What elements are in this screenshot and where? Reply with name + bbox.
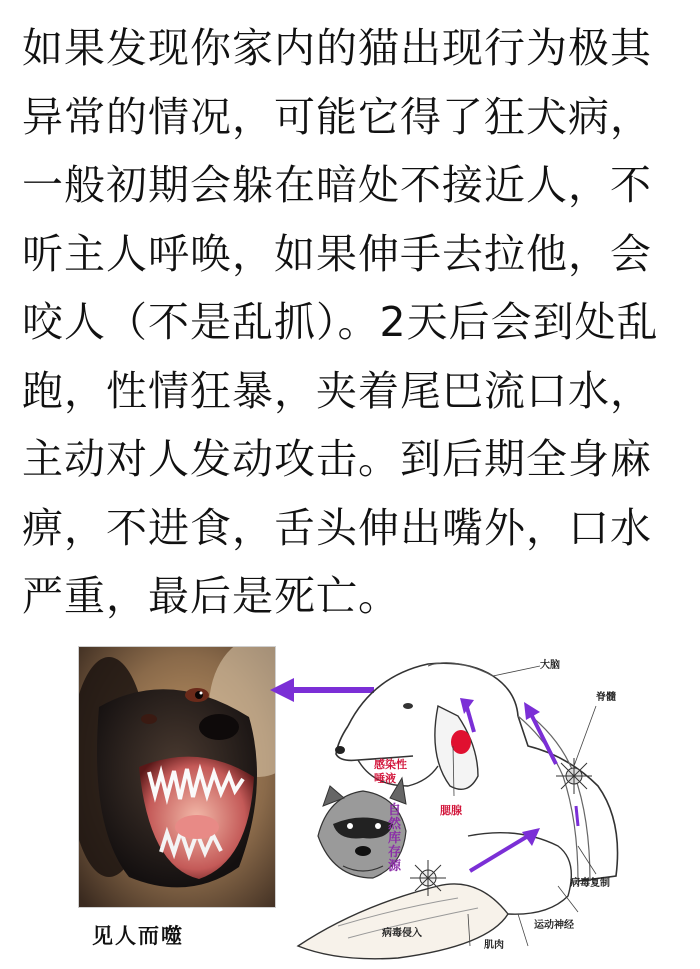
label-spinal-cord: 脊髓 [596,692,616,703]
body-line: 听主人呼唤，如果伸手去拉他，会 [22,229,652,278]
body-line: 主动对人发动攻击。到后期全身麻 [22,435,652,483]
label-virus-replication: 病毒复制 [570,878,610,889]
label-salivary-gland: 腮腺 [440,804,462,817]
label-natural-reservoir: 自然库存源 [388,803,402,874]
label-motor-nerve: 运动神经 [534,920,574,931]
rabies-transmission-diagram [278,646,638,964]
label-muscle: 肌肉 [484,940,504,951]
body-line: 痹，不进食，舌头伸出嘴外，口水 [22,503,652,552]
body-line: 跑，性情狂暴，夹着尾巴流口水， [22,366,652,415]
body-line: 一般初期会躲在暗处不接近人，不 [22,161,652,209]
label-infectious-saliva: 感染性唾液 [374,758,407,785]
label-virus-invasion: 病毒侵入 [382,928,422,939]
body-line: 如果发现你家内的猫出现行为极其 [22,24,652,72]
body-line: 严重，最后是死亡。 [22,572,400,620]
figure-caption: 见人而噬 [92,924,184,948]
snarling-dog-photo [78,646,276,908]
body-line: 咬人（不是乱抓）。2天后会到处乱 [22,298,659,346]
body-line: 异常的情况，可能它得了狂犬病， [22,92,652,141]
label-brain: 大脑 [540,660,560,671]
rabies-illustration [78,646,638,964]
article-body [22,14,682,631]
